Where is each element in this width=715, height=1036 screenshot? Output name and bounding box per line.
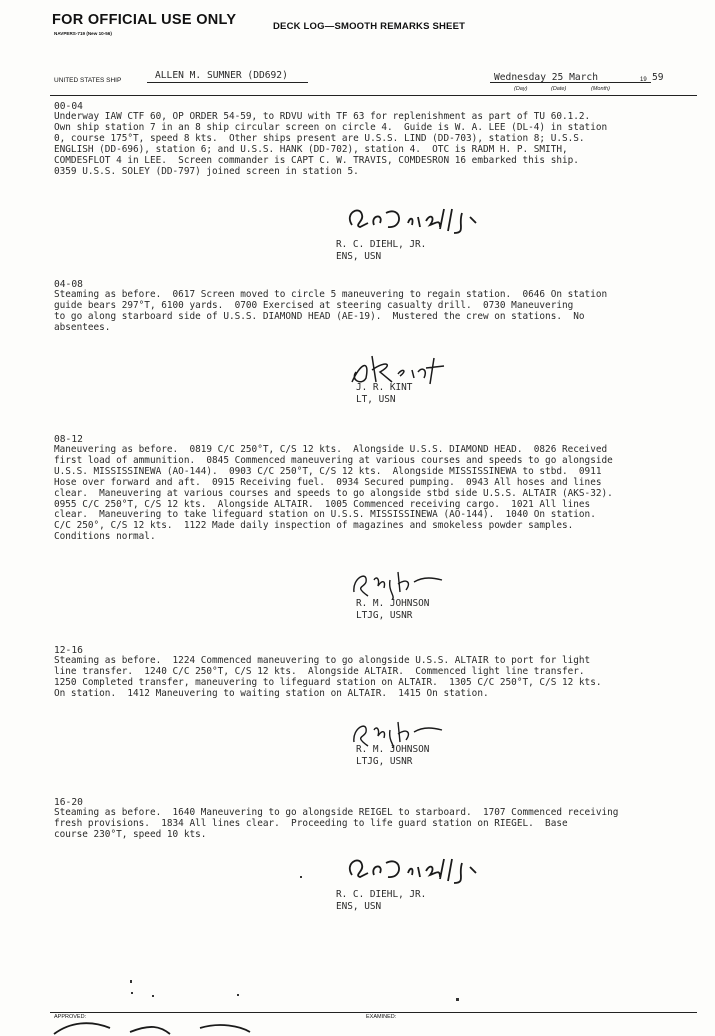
- watch-remarks: [54, 445, 694, 543]
- remark-line: line transfer. 1240 C/C 250°T, C/S 12 kts. Alongside ALTAIR. Commenced light line transfer.: [54, 665, 585, 677]
- month-caption: (Month): [591, 86, 610, 92]
- remark-line: ENGLISH (DD-696), station 6; and U.S.S. HANK (DD-702), station 4. OTC is RADM H. P. SMITH,: [54, 143, 568, 155]
- remark-line: Maneuvering as before. 0819 C/C 250°T, C/S 12 kts. Alongside U.S.S. DIAMOND HEAD. 0826 Received: [54, 444, 608, 455]
- remark-line: U.S.S. MISSISSINEWA (AO-144). 0903 C/C 250°T, C/S 12 kts. Alongside MISSISSINEWA to stbd. 0911: [54, 465, 602, 477]
- examined-label: EXAMINED:: [366, 1014, 397, 1020]
- remark-line: Conditions normal.: [54, 531, 156, 543]
- remark-line: Steaming as before. 1640 Maneuvering to go alongside REIGEL to starboard. 1707 Commenced receiving: [54, 807, 619, 818]
- watch-period: 16-20: [54, 797, 83, 808]
- remark-line: 0, course 175°T, speed 8 kts. Other ships present are U.S.S. LIND (DD-703), station 8; U.S.S.: [54, 132, 585, 144]
- remark-line: course 230°T, speed 10 kts.: [54, 828, 207, 840]
- scan-speck: [237, 994, 239, 996]
- remark-line: Underway IAW CTF 60, OP ORDER 54-59, to RDVU with TF 63 for replenishment as part of TU 60.1.2.: [54, 111, 591, 122]
- remark-line: fresh provisions. 1834 All lines clear. Proceeding to life guard station on RIEGEL. Base: [54, 817, 568, 829]
- remark-line: On station. 1412 Maneuvering to waiting station on ALTAIR. 1415 On station.: [54, 687, 489, 699]
- watch-period: 00-04: [54, 101, 83, 112]
- remark-line: to go along starboard side of U.S.S. DIAMOND HEAD (AE-19). Mustered the crew on stations. No: [54, 310, 585, 322]
- remark-line: Steaming as before. 1224 Commenced maneuvering to go alongside U.S.S. ALTAIR to port for light: [54, 655, 591, 666]
- remark-line: absentees.: [54, 321, 111, 333]
- scan-speck: [456, 998, 459, 1001]
- remark-line: 1250 Completed transfer, maneuvering to lifeguard station on ALTAIR. 1305 C/C 250°T, C/S 12 kts.: [54, 676, 602, 688]
- scan-speck: [300, 876, 302, 878]
- watch-remarks: [54, 808, 694, 841]
- remark-line: Steaming as before. 0617 Screen moved to circle 5 maneuvering to regain station. 0646 On station: [54, 289, 608, 300]
- remark-line: 0359 U.S.S. SOLEY (DD-797) joined screen in station 5.: [54, 165, 359, 177]
- scan-speck: [152, 995, 154, 997]
- approved-label: APPROVED:: [54, 1014, 87, 1020]
- ship-name: ALLEN M. SUMNER (DD692): [155, 70, 288, 81]
- watch-entry: [54, 645, 694, 700]
- signatory-rank: LT, USN: [356, 393, 396, 405]
- signature-block: [342, 352, 452, 405]
- scan-speck: [131, 992, 133, 994]
- classification-banner: FOR OFFICIAL USE ONLY: [52, 12, 237, 28]
- signature-block: [336, 203, 490, 262]
- remark-line: clear. Maneuvering to take lifeguard station on U.S.S. MISSISSINEWA (AO-144). 1040 On station.: [54, 509, 596, 521]
- ship-label: UNITED STATES SHIP: [54, 77, 122, 84]
- signatory-name: R. C. DIEHL, JR.: [336, 239, 427, 250]
- date-underline: [490, 82, 651, 83]
- signatory-name: J. R. KINT: [356, 382, 413, 393]
- year-prefix: 19: [640, 77, 647, 83]
- watch-entry: [54, 797, 694, 841]
- log-date: Wednesday 25 March: [494, 72, 598, 83]
- form-number: NAVPERS-719 (New 10-56): [54, 31, 112, 36]
- remark-line: C/C 250°, C/S 12 kts. 1122 Made daily inspection of magazines and smokeless powder samples.: [54, 520, 574, 532]
- signatory-rank: LTJG, USNR: [356, 755, 413, 767]
- remark-line: Hose over forward and aft. 0915 Receiving fuel. 0934 Secured pumping. 0943 All hoses and lines: [54, 476, 602, 488]
- signatory-name: R. M. JOHNSON: [356, 598, 430, 609]
- header-rule: [50, 95, 697, 96]
- signatory-name: R. M. JOHNSON: [356, 744, 430, 755]
- signatory-name: R. C. DIEHL, JR.: [336, 889, 427, 900]
- date-caption: (Date): [551, 86, 567, 92]
- signatory-rank: ENS, USN: [336, 900, 382, 912]
- watch-entry: [54, 279, 694, 334]
- signature-block: [336, 853, 490, 912]
- remark-line: first load of ammunition. 0845 Commenced maneuvering at various courses and speeds to go alongside: [54, 454, 613, 466]
- signatory-rank: LTJG, USNR: [356, 609, 413, 621]
- watch-period: 12-16: [54, 645, 83, 656]
- remark-line: clear. Maneuvering at various courses and speeds to go alongside stbd side U.S.S. ALTAIR (AKS-32).: [54, 487, 613, 499]
- handwritten-signature: [340, 853, 490, 885]
- handwritten-signature: [340, 203, 490, 235]
- remark-line: Own ship station 7 in an 8 ship circular screen on circle 4. Guide is W. A. LEE (DL-4) in station: [54, 121, 608, 133]
- remark-line: guide bears 297°T, 6100 yards. 0700 Exercised at steering casualty drill. 0730 Maneuvering: [54, 299, 574, 311]
- remark-line: 0955 C/C 250°T, C/S 12 kts. Alongside ALTAIR. 1005 Commenced receiving cargo. 1021 All lines: [54, 498, 591, 510]
- signature-block: [346, 566, 446, 621]
- log-year: 59: [652, 72, 664, 83]
- watch-entry: [54, 101, 694, 177]
- watch-period: 08-12: [54, 434, 83, 445]
- signature-block: [346, 718, 446, 767]
- watch-remarks: [54, 112, 694, 177]
- watch-period: 04-08: [54, 279, 83, 290]
- watch-remarks: [54, 290, 694, 334]
- remark-line: COMDESFLOT 4 in LEE. Screen commander is CAPT C. W. TRAVIS, COMDESRON 16 embarked this ship.: [54, 154, 579, 166]
- signatory-rank: ENS, USN: [336, 250, 382, 262]
- day-caption: (Day): [514, 86, 528, 92]
- sheet-title: DECK LOG—SMOOTH REMARKS SHEET: [273, 21, 466, 32]
- handwritten-signature: [346, 566, 446, 600]
- ship-underline: [147, 82, 308, 83]
- footer-rule: [50, 1012, 697, 1013]
- watch-entry: [54, 434, 694, 543]
- approval-signature: [50, 1018, 300, 1036]
- watch-remarks: [54, 656, 694, 700]
- scan-speck: [130, 980, 132, 983]
